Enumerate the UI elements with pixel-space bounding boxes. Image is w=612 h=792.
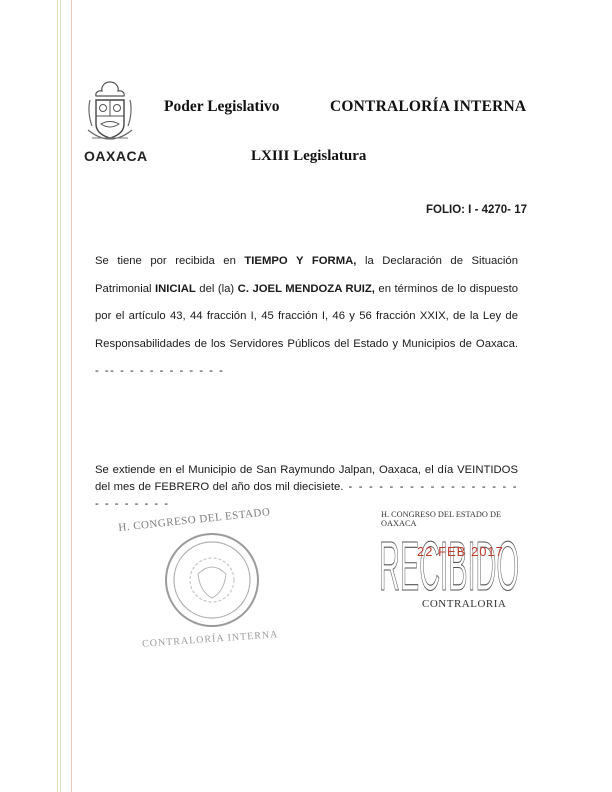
dash-filler: - - - - - - - - - - - - - - - - - - - - - - - - - xyxy=(95,481,519,510)
stamp-top-text: H. CONGRESO DEL ESTADO xyxy=(117,506,271,534)
oaxaca-seal-icon xyxy=(84,78,136,148)
congress-stamp xyxy=(112,508,302,658)
text-segment: Se tiene por recibida en xyxy=(95,255,245,267)
text-bold: INICIAL xyxy=(155,282,196,295)
margin-line xyxy=(60,0,61,792)
received-word-graphic xyxy=(378,524,538,598)
margin-line xyxy=(57,0,58,792)
received-date: 22 FEB 2017 xyxy=(417,544,504,559)
stamp-top-text: H. CONGRESO DEL ESTADO DE OAXACA xyxy=(381,510,502,528)
text-bold: TIEMPO Y FORMA, xyxy=(244,255,357,267)
stamp-bottom-text: CONTRALORÍA INTERNA xyxy=(141,629,279,650)
stamp-bottom-text: CONTRALORIA xyxy=(422,598,507,610)
received-stamp xyxy=(378,508,538,618)
margin-line xyxy=(71,0,72,792)
header-poder-legislativo: Poder Legislativo xyxy=(164,98,280,115)
declaration-paragraph xyxy=(95,248,518,386)
brand-label: OAXACA xyxy=(84,148,148,164)
received-word: RECIBIDO xyxy=(379,527,519,598)
text-bold: C. JOEL MENDOZA RUIZ, xyxy=(237,282,375,295)
text-segment: del (la) xyxy=(195,282,238,295)
folio-number: FOLIO: I - 4270- 17 xyxy=(426,204,527,216)
place-date-paragraph xyxy=(95,462,518,513)
header-legislatura: LXIII Legislatura xyxy=(251,148,367,164)
header-contraloria: CONTRALORÍA INTERNA xyxy=(330,98,527,115)
dash-filler: - -- - - - - - - - - - - - xyxy=(95,365,225,377)
text-segment: en términos de lo dispuesto por el artículo 43, 44 fracción I, 45 fracción I, 46 y 56 fracción XXIX, de la Ley de Responsabilidades de los Servidores Públicos del Estado y Municipios de Oaxaca. xyxy=(95,282,518,350)
text-segment: Se extiende en el Municipio de San Raymundo Jalpan, Oaxaca, el día VEINTIDOS del mes de FEBRERO del año dos mil diecisiete. xyxy=(95,464,518,493)
text-segment: la Declaración de Situación Patrimonial xyxy=(95,255,518,295)
